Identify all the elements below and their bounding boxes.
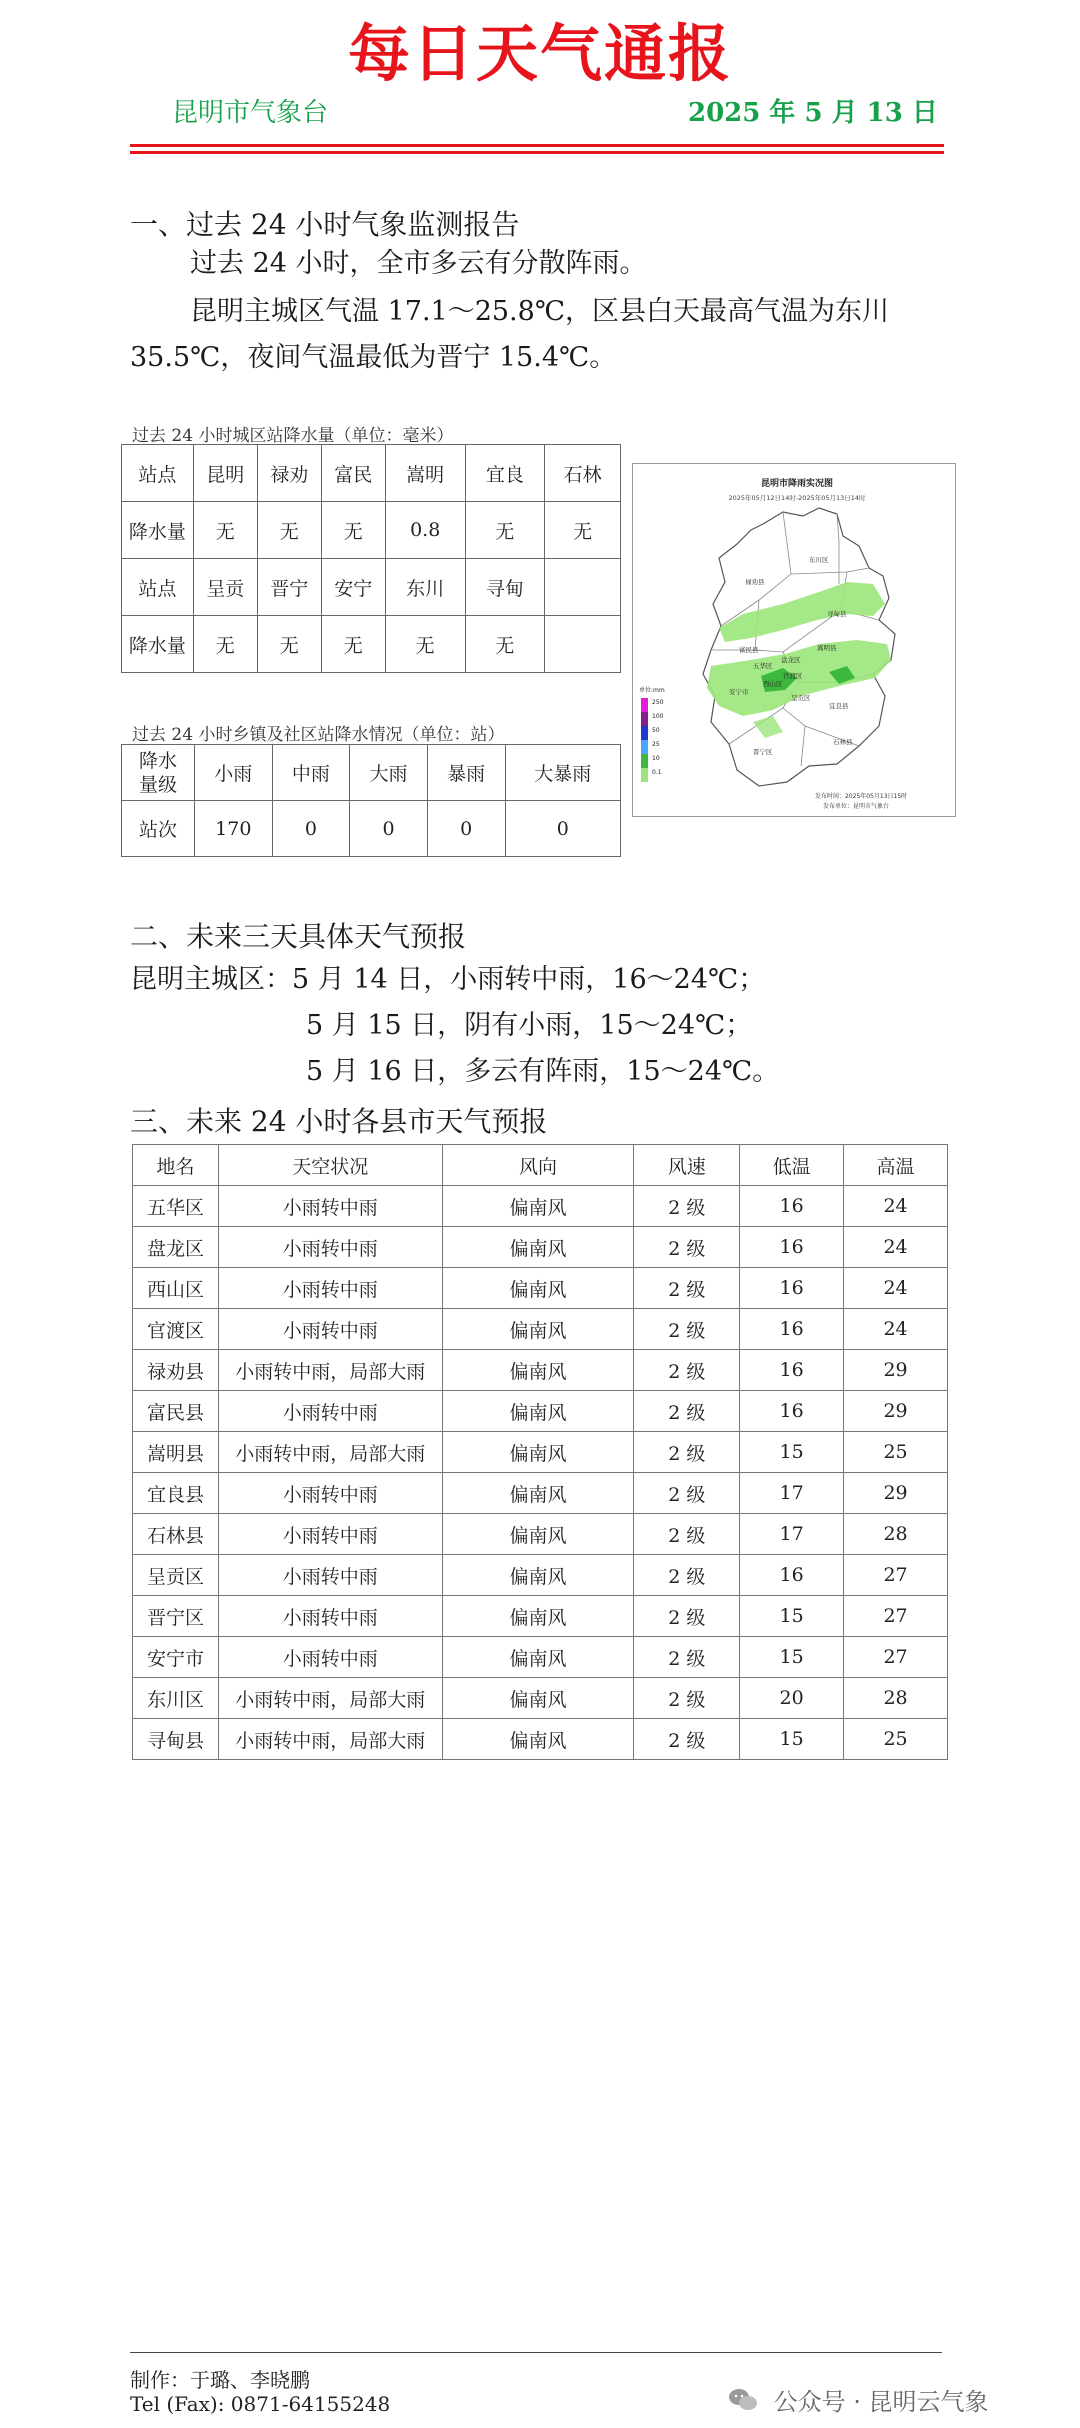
town-header-cell: 小雨 <box>195 745 273 801</box>
forecast-row <box>133 1186 948 1227</box>
forecast-cell: 17 <box>740 1514 844 1555</box>
forecast-cell: 西山区 <box>133 1268 219 1309</box>
section2-line2: 5 月 15 日，阴有小雨，15～24℃； <box>306 1010 753 1041</box>
town-header-cell: 大暴雨 <box>505 745 621 801</box>
map-label: 西山区 <box>763 680 783 688</box>
legend-unit: 单位:mm <box>639 687 665 694</box>
forecast-cell: 禄劝县 <box>133 1350 219 1391</box>
map-label: 宜良县 <box>829 702 849 710</box>
forecast-cell: 安宁市 <box>133 1637 219 1678</box>
forecast-row <box>133 1432 948 1473</box>
legend-label: 50 <box>652 727 660 734</box>
forecast-col-wind-dir: 风向 <box>442 1145 634 1186</box>
issuing-org: 昆明市气象台 <box>172 98 329 128</box>
legend-swatch <box>641 768 648 782</box>
forecast-cell: 小雨转中雨 <box>218 1637 442 1678</box>
rain-table-cell: 石林 <box>545 445 621 502</box>
forecast-cell: 小雨转中雨 <box>218 1596 442 1637</box>
wechat-icon <box>728 2387 758 2419</box>
town-row-cell: 0 <box>272 801 350 857</box>
forecast-cell: 盘龙区 <box>133 1227 219 1268</box>
map-label: 寻甸县 <box>827 610 847 618</box>
town-row-cell: 站次 <box>122 801 195 857</box>
rain-table-cell: 无 <box>257 502 321 559</box>
forecast-cell: 小雨转中雨 <box>218 1391 442 1432</box>
rain-table-cell: 无 <box>321 502 385 559</box>
rain-table-cell: 晋宁 <box>257 559 321 616</box>
forecast-table <box>132 1144 948 1760</box>
legend-swatch <box>641 698 648 712</box>
rain-table-cell: 无 <box>545 502 621 559</box>
forecast-row <box>133 1227 948 1268</box>
forecast-row <box>133 1555 948 1596</box>
forecast-cell: 偏南风 <box>442 1309 634 1350</box>
rain-table-cell: 无 <box>385 616 465 673</box>
forecast-cell: 小雨转中雨，局部大雨 <box>218 1350 442 1391</box>
footer-tel: Tel (Fax): 0871-64155248 <box>130 2392 391 2416</box>
forecast-cell: 2 级 <box>634 1186 740 1227</box>
town-header-cell: 降水量级 <box>122 745 195 801</box>
town-row-cell: 0 <box>505 801 621 857</box>
forecast-col-low: 低温 <box>740 1145 844 1186</box>
forecast-row <box>133 1309 948 1350</box>
forecast-cell: 偏南风 <box>442 1596 634 1637</box>
forecast-cell: 25 <box>844 1719 948 1760</box>
town-header-cell: 暴雨 <box>427 745 505 801</box>
rain-table-cell: 无 <box>257 616 321 673</box>
forecast-cell: 24 <box>844 1186 948 1227</box>
forecast-row <box>133 1637 948 1678</box>
forecast-cell: 17 <box>740 1473 844 1514</box>
town-row-cell: 170 <box>195 801 273 857</box>
forecast-cell: 15 <box>740 1719 844 1760</box>
forecast-col-name: 地名 <box>133 1145 219 1186</box>
rain-table-cell: 降水量 <box>122 616 194 673</box>
section2-line1: 昆明主城区：5 月 14 日，小雨转中雨，16～24℃； <box>130 964 766 995</box>
forecast-cell: 16 <box>740 1227 844 1268</box>
town-row-cell: 0 <box>427 801 505 857</box>
rain-table-row <box>122 502 621 559</box>
map-label: 石林县 <box>833 738 853 746</box>
section2-line3: 5 月 16 日，多云有阵雨，15～24℃。 <box>306 1056 780 1087</box>
forecast-cell: 官渡区 <box>133 1309 219 1350</box>
map-label: 官渡区 <box>783 672 803 680</box>
footer-makers: 制作：于璐、李晓鹏 <box>130 2368 310 2392</box>
forecast-cell: 宜良县 <box>133 1473 219 1514</box>
forecast-cell: 24 <box>844 1227 948 1268</box>
forecast-row <box>133 1514 948 1555</box>
forecast-cell: 东川区 <box>133 1678 219 1719</box>
map-label: 禄劝县 <box>745 578 765 586</box>
forecast-cell: 小雨转中雨 <box>218 1309 442 1350</box>
forecast-cell: 偏南风 <box>442 1432 634 1473</box>
map-label: 东川区 <box>809 556 829 564</box>
rain-table-cell <box>545 616 621 673</box>
legend-label: 0.1 <box>652 769 662 776</box>
forecast-cell: 嵩明县 <box>133 1432 219 1473</box>
forecast-cell: 2 级 <box>634 1514 740 1555</box>
forecast-cell: 小雨转中雨 <box>218 1268 442 1309</box>
section3-heading: 三、未来 24 小时各县市天气预报 <box>130 1105 548 1138</box>
map-label: 安宁市 <box>729 688 749 696</box>
forecast-cell: 29 <box>844 1473 948 1514</box>
forecast-cell: 偏南风 <box>442 1391 634 1432</box>
forecast-cell: 呈贡区 <box>133 1555 219 1596</box>
forecast-cell: 2 级 <box>634 1309 740 1350</box>
rain-table-row <box>122 559 621 616</box>
rain-table-cell: 安宁 <box>321 559 385 616</box>
forecast-cell: 29 <box>844 1391 948 1432</box>
forecast-cell: 2 级 <box>634 1268 740 1309</box>
forecast-row <box>133 1350 948 1391</box>
forecast-cell: 29 <box>844 1350 948 1391</box>
legend-label: 100 <box>652 713 664 720</box>
forecast-cell: 偏南风 <box>442 1350 634 1391</box>
forecast-cell: 富民县 <box>133 1391 219 1432</box>
rain-table-cell: 东川 <box>385 559 465 616</box>
map-label: 嵩明县 <box>817 644 837 652</box>
forecast-col-wind-speed: 风速 <box>634 1145 740 1186</box>
forecast-cell: 晋宁区 <box>133 1596 219 1637</box>
rain-table-cell: 站点 <box>122 445 194 502</box>
map-footer-org: 发布单位：昆明市气象台 <box>823 803 890 810</box>
header-rule-top <box>130 144 944 147</box>
forecast-row <box>133 1391 948 1432</box>
report-title: 每日天气通报 <box>347 17 732 90</box>
rainfall-map <box>632 463 956 817</box>
rain-table-cell: 无 <box>465 616 545 673</box>
rain-table-cell: 寻甸 <box>465 559 545 616</box>
forecast-cell: 偏南风 <box>442 1719 634 1760</box>
map-label: 富民县 <box>739 646 759 654</box>
forecast-cell: 偏南风 <box>442 1678 634 1719</box>
forecast-cell: 小雨转中雨，局部大雨 <box>218 1678 442 1719</box>
map-legend <box>641 698 664 782</box>
legend-swatch <box>641 754 648 768</box>
forecast-row <box>133 1596 948 1637</box>
rain-table-cell: 降水量 <box>122 502 194 559</box>
rain-table-cell: 昆明 <box>193 445 257 502</box>
map-title: 昆明市降雨实况图 <box>760 479 834 489</box>
rain-table-cell <box>545 559 621 616</box>
forecast-cell: 27 <box>844 1596 948 1637</box>
forecast-cell: 25 <box>844 1432 948 1473</box>
forecast-cell: 16 <box>740 1555 844 1596</box>
legend-label: 250 <box>652 699 664 706</box>
forecast-cell: 小雨转中雨 <box>218 1186 442 1227</box>
forecast-cell: 2 级 <box>634 1637 740 1678</box>
forecast-cell: 28 <box>844 1678 948 1719</box>
rain-table-row <box>122 445 621 502</box>
forecast-cell: 小雨转中雨 <box>218 1473 442 1514</box>
rain-table-cell: 无 <box>193 502 257 559</box>
forecast-cell: 2 级 <box>634 1473 740 1514</box>
rain-table-cell: 站点 <box>122 559 194 616</box>
map-period: 2025年05月12日14时-2025年05月13日14时 <box>728 494 866 502</box>
legend-swatch <box>641 740 648 754</box>
rainfall-map-svg <box>633 464 955 816</box>
forecast-cell: 2 级 <box>634 1432 740 1473</box>
forecast-cell: 16 <box>740 1268 844 1309</box>
forecast-cell: 石林县 <box>133 1514 219 1555</box>
map-label: 呈贡区 <box>791 694 811 702</box>
town-header-cell: 大雨 <box>350 745 428 801</box>
forecast-cell: 偏南风 <box>442 1555 634 1596</box>
forecast-cell: 24 <box>844 1268 948 1309</box>
forecast-cell: 偏南风 <box>442 1637 634 1678</box>
map-footer-time: 发布时间：2025年05月13日15时 <box>815 793 908 800</box>
forecast-cell: 偏南风 <box>442 1186 634 1227</box>
forecast-cell: 28 <box>844 1514 948 1555</box>
forecast-cell: 15 <box>740 1432 844 1473</box>
forecast-cell: 五华区 <box>133 1186 219 1227</box>
forecast-cell: 偏南风 <box>442 1268 634 1309</box>
forecast-cell: 16 <box>740 1391 844 1432</box>
forecast-col-sky: 天空状况 <box>218 1145 442 1186</box>
forecast-cell: 24 <box>844 1309 948 1350</box>
section2-heading: 二、未来三天具体天气预报 <box>130 920 467 953</box>
forecast-cell: 15 <box>740 1637 844 1678</box>
rain-table-cell: 无 <box>321 616 385 673</box>
map-label: 晋宁区 <box>753 748 773 756</box>
forecast-cell: 20 <box>740 1678 844 1719</box>
forecast-cell: 2 级 <box>634 1596 740 1637</box>
section1-line1: 过去 24 小时，全市多云有分散阵雨。 <box>190 248 647 279</box>
forecast-cell: 小雨转中雨，局部大雨 <box>218 1719 442 1760</box>
forecast-cell: 15 <box>740 1596 844 1637</box>
forecast-row <box>133 1719 948 1760</box>
footer-rule <box>130 2352 942 2353</box>
rain-table-cell: 呈贡 <box>193 559 257 616</box>
forecast-cell: 寻甸县 <box>133 1719 219 1760</box>
rain-table-cell: 嵩明 <box>385 445 465 502</box>
forecast-cell: 偏南风 <box>442 1514 634 1555</box>
rain-table-cell: 无 <box>193 616 257 673</box>
town-table <box>121 744 621 857</box>
section1-line2: 昆明主城区气温 17.1～25.8℃，区县白天最高气温为东川 <box>190 296 890 327</box>
forecast-cell: 16 <box>740 1309 844 1350</box>
forecast-col-high: 高温 <box>844 1145 948 1186</box>
town-header-cell: 中雨 <box>272 745 350 801</box>
forecast-cell: 27 <box>844 1637 948 1678</box>
forecast-row <box>133 1678 948 1719</box>
forecast-row <box>133 1268 948 1309</box>
legend-label: 25 <box>652 741 660 748</box>
rain-table-cell: 禄劝 <box>257 445 321 502</box>
header-rule-bottom <box>130 151 944 154</box>
forecast-cell: 16 <box>740 1186 844 1227</box>
rain-table-caption: 过去 24 小时城区站降水量（单位：毫米） <box>132 426 454 446</box>
forecast-cell: 偏南风 <box>442 1473 634 1514</box>
forecast-cell: 2 级 <box>634 1678 740 1719</box>
forecast-cell: 小雨转中雨，局部大雨 <box>218 1432 442 1473</box>
town-row-cell: 0 <box>350 801 428 857</box>
forecast-cell: 16 <box>740 1350 844 1391</box>
forecast-cell: 偏南风 <box>442 1227 634 1268</box>
watermark-text: 公众号 · 昆明云气象 <box>773 2388 989 2416</box>
forecast-cell: 2 级 <box>634 1350 740 1391</box>
forecast-cell: 小雨转中雨 <box>218 1514 442 1555</box>
town-table-caption: 过去 24 小时乡镇及社区站降水情况（单位：站） <box>132 725 505 745</box>
rain-table-row <box>122 616 621 673</box>
section1-heading: 一、过去 24 小时气象监测报告 <box>130 208 520 241</box>
forecast-cell: 2 级 <box>634 1227 740 1268</box>
section1-line3: 35.5℃，夜间气温最低为晋宁 15.4℃。 <box>130 342 617 373</box>
rain-table-cell: 富民 <box>321 445 385 502</box>
rain-table-cell: 宜良 <box>465 445 545 502</box>
rain-table <box>121 444 621 673</box>
rain-table-cell: 0.8 <box>385 502 465 559</box>
forecast-row <box>133 1473 948 1514</box>
forecast-cell: 小雨转中雨 <box>218 1555 442 1596</box>
rain-table-cell: 无 <box>465 502 545 559</box>
forecast-cell: 27 <box>844 1555 948 1596</box>
map-label: 五华区 <box>753 662 773 670</box>
forecast-cell: 2 级 <box>634 1555 740 1596</box>
legend-swatch <box>641 726 648 740</box>
forecast-cell: 2 级 <box>634 1719 740 1760</box>
watermark <box>728 2382 989 2419</box>
map-label: 盘龙区 <box>781 656 801 664</box>
legend-swatch <box>641 712 648 726</box>
report-date: 2025 年 5 月 13 日 <box>688 98 938 128</box>
forecast-cell: 2 级 <box>634 1391 740 1432</box>
forecast-cell: 小雨转中雨 <box>218 1227 442 1268</box>
legend-label: 10 <box>652 755 660 762</box>
